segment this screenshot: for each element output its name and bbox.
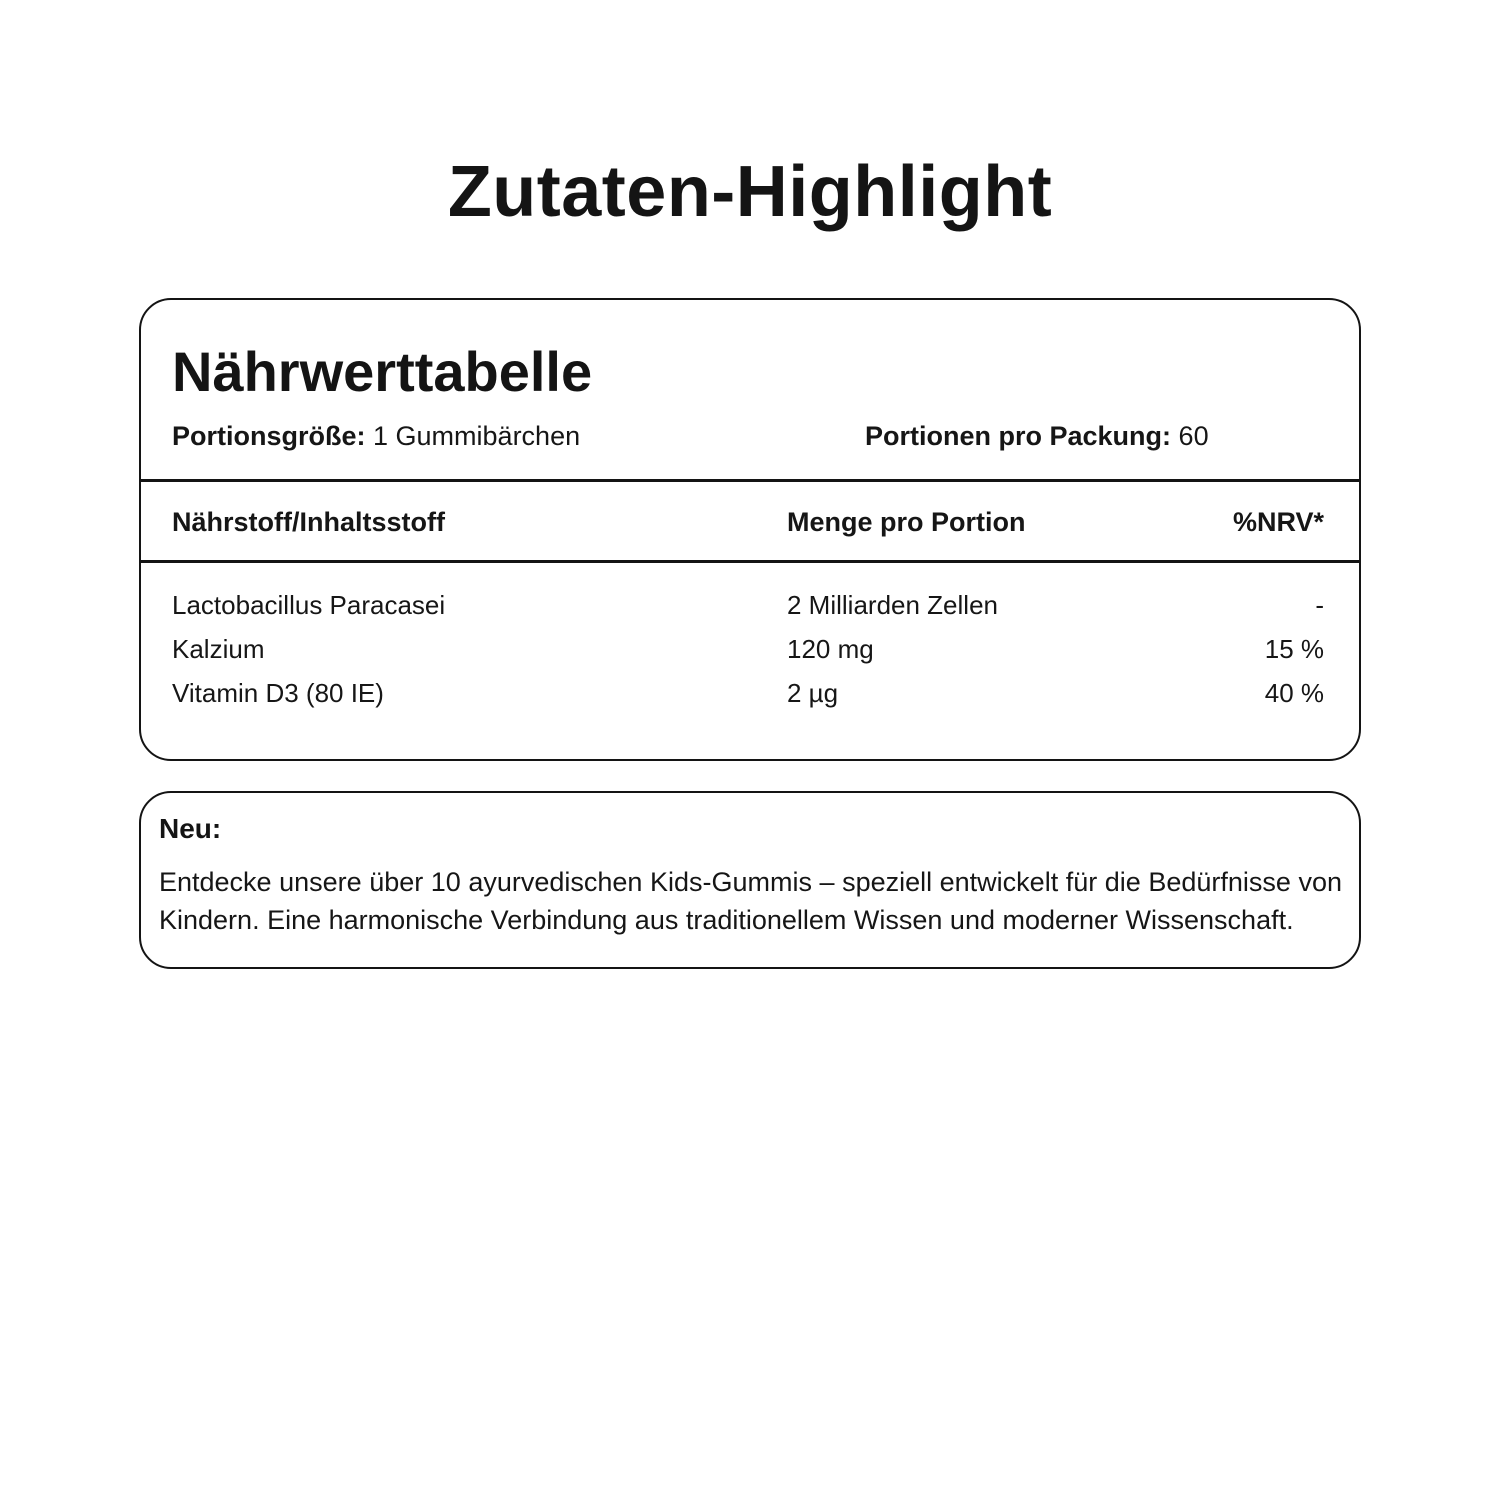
amount-cell: 120 mg [787, 633, 874, 664]
highlight-card [139, 791, 1361, 969]
servings-per-pack-label: Portionen pro Packung: [865, 420, 1172, 451]
nutrient-name-cell: Vitamin D3 (80 IE) [172, 677, 384, 708]
nrv-cell: 40 % [1264, 677, 1324, 708]
nutrition-table-heading: Nährwerttabelle [172, 339, 593, 403]
nutrition-table-body [141, 563, 1359, 759]
servings-per-pack [865, 418, 1209, 454]
column-header-nutrient: Nährstoff/Inhaltsstoff [172, 506, 445, 537]
nutrition-card-header [141, 300, 1359, 479]
amount-cell: 2 Milliarden Zellen [787, 589, 998, 620]
column-header-amount: Menge pro Portion [787, 506, 1026, 537]
serving-size [172, 418, 865, 454]
nrv-cell: - [1315, 589, 1324, 620]
page-title: Zutaten-Highlight [447, 152, 1053, 232]
nutrition-table-header-row [141, 482, 1359, 560]
table-row [172, 587, 1324, 623]
table-row [172, 675, 1324, 711]
nutrient-name-cell: Lactobacillus Paracasei [172, 589, 446, 620]
table-row [172, 631, 1324, 667]
nrv-cell: 15 % [1264, 633, 1324, 664]
servings-per-pack-value: 60 [1178, 420, 1209, 451]
serving-size-value: 1 Gummibärchen [373, 420, 581, 451]
serving-size-label: Portionsgröße: [172, 420, 366, 451]
column-header-nrv: %NRV* [1232, 506, 1324, 537]
nutrient-name-cell: Kalzium [172, 633, 265, 664]
highlight-body-text: Entdecke unsere über 10 ayurvedischen Kids-Gummis – speziell entwickelt für die Bedürfnisse von Kindern. Eine harmonische Verbindung aus traditionellem Wissen und moderner Wissenschaft. [159, 866, 1342, 935]
amount-cell: 2 µg [787, 677, 839, 708]
nutrition-table-card [139, 298, 1361, 761]
highlight-heading: Neu: [159, 812, 222, 844]
serving-info-row [172, 418, 1324, 479]
